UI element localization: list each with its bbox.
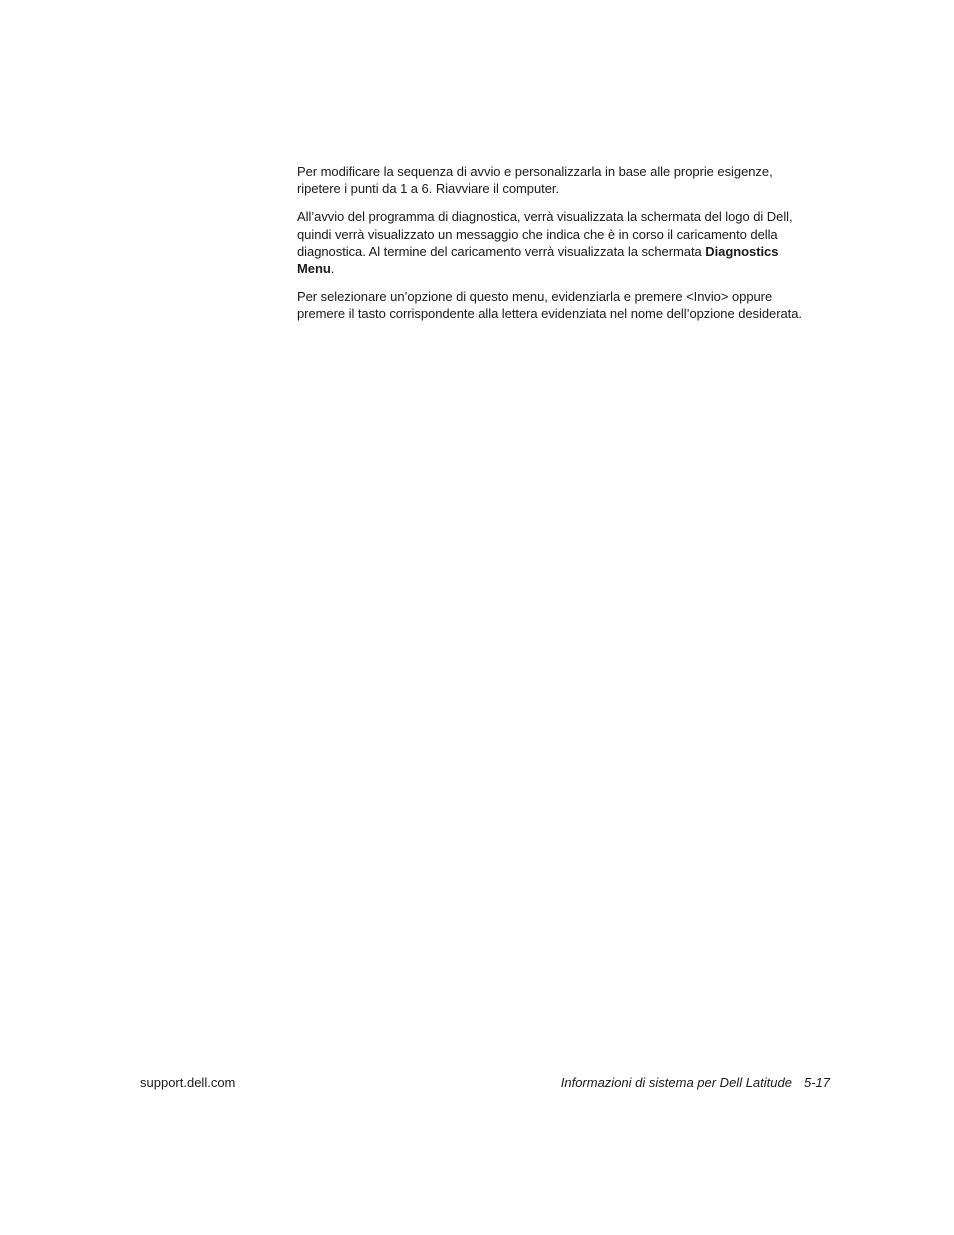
- page-content: [297, 163, 817, 334]
- page-number: 5-17: [803, 1075, 830, 1090]
- diagnostics-menu-label: Diagnostics Menu: [297, 243, 779, 277]
- paragraph-diagnostics-start: [297, 208, 817, 277]
- paragraph-period: .: [330, 261, 335, 277]
- footer-section-title: Informazioni di sistema per Dell Latitude: [560, 1075, 792, 1090]
- page-footer: [140, 1074, 830, 1092]
- footer-site: support.dell.com: [140, 1075, 236, 1090]
- paragraph-diagnostics-text: All’avvio del programma di diagnostica, verrà visualizzata la schermata del logo di Dell, quindi verrà visualizzato un messaggio che indica che è in corso il caricamento della diagnostica. Al termine del caricamento verrà visualizzata la schermata: [297, 209, 793, 259]
- footer-section: [561, 1074, 830, 1092]
- paragraph-boot-sequence: Per modificare la sequenza di avvio e personalizzarla in base alle proprie esigenze, ripetere i punti da 1 a 6. Riavviare il computer.: [297, 164, 773, 197]
- paragraph-menu-selection: Per selezionare un’opzione di questo menu, evidenziarla e premere <Invio> oppure premere il tasto corrispondente alla lettera evidenziata nel nome dell’opzione desiderata.: [297, 289, 802, 322]
